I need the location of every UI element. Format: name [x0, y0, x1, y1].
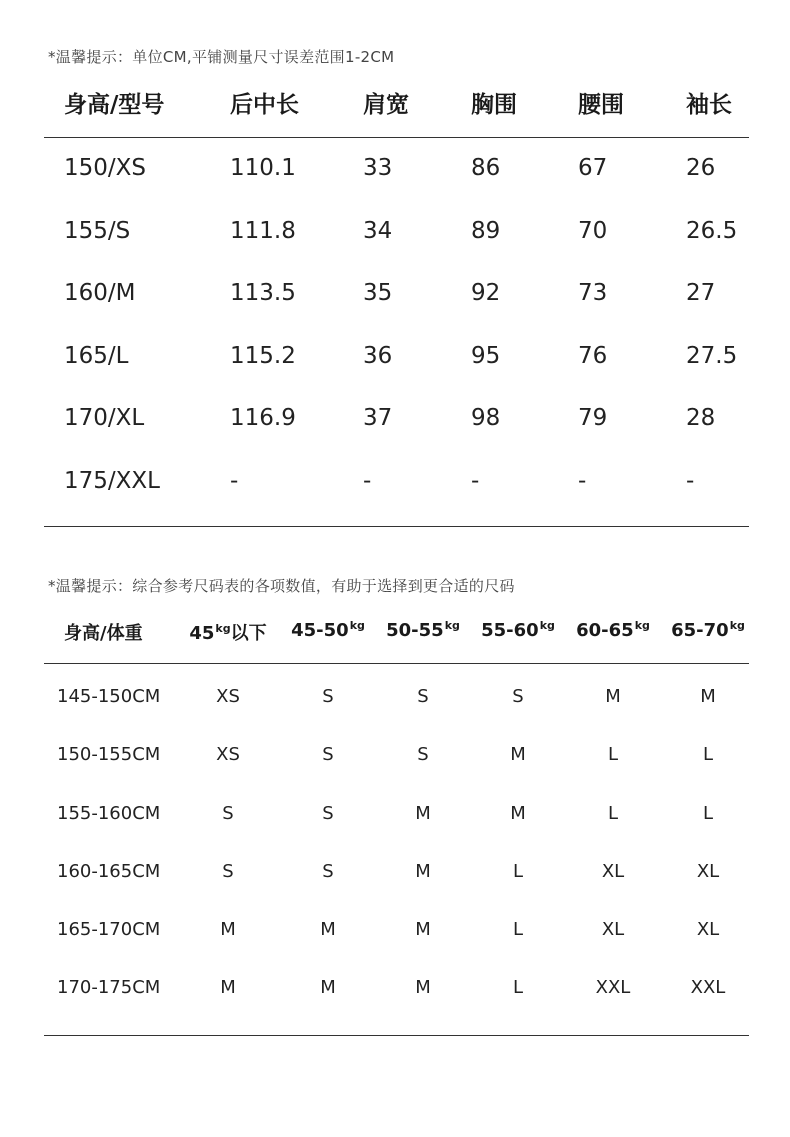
- table-cell: 26: [686, 155, 716, 181]
- table-cell: S: [417, 686, 429, 707]
- table-row: [0, 977, 790, 1003]
- header-height-size: 身高/型号: [64, 92, 165, 118]
- table-cell: S: [322, 744, 334, 765]
- table-cell: XXL: [690, 977, 726, 998]
- table-cell: 116.9: [230, 405, 296, 431]
- table-cell: 33: [363, 155, 393, 181]
- table-cell: S: [417, 744, 429, 765]
- table-cell: 27.5: [686, 343, 738, 369]
- table-cell: 155-160CM: [57, 803, 161, 824]
- header-weight-range: $60-65^{kg}$: [576, 619, 650, 641]
- header-chest: 胸围: [471, 92, 517, 118]
- header-weight-range: $55-60^{kg}$: [481, 619, 555, 641]
- table-row: [0, 155, 790, 187]
- table-cell: L: [702, 803, 714, 824]
- table-cell: 165/L: [64, 343, 129, 369]
- header-back-length: 后中长: [230, 92, 299, 118]
- table-cell: 27: [686, 280, 716, 306]
- header-shoulder: 肩宽: [363, 92, 409, 118]
- table-cell: S: [322, 861, 334, 882]
- table-cell: XS: [216, 686, 240, 707]
- table-cell: 155/S: [64, 218, 131, 244]
- table-cell: 34: [363, 218, 393, 244]
- table-cell: 36: [363, 343, 393, 369]
- header-weight-range: $65-70^{kg}$: [671, 619, 745, 641]
- header-waist: 腰围: [578, 92, 624, 118]
- table-cell: -: [471, 468, 480, 494]
- table-cell: M: [320, 977, 336, 998]
- table-cell: 37: [363, 405, 393, 431]
- table-cell: -: [230, 468, 239, 494]
- table-cell: XL: [601, 861, 625, 882]
- table-cell: M: [415, 861, 431, 882]
- header-weight-range: $50-55^{kg}$: [386, 619, 460, 641]
- table-cell: 175/XXL: [64, 468, 160, 494]
- size-table-header-divider: [44, 137, 749, 138]
- table-cell: 170-175CM: [57, 977, 161, 998]
- table-cell: 95: [471, 343, 501, 369]
- table-cell: M: [415, 919, 431, 940]
- table-cell: 76: [578, 343, 608, 369]
- table-cell: 170/XL: [64, 405, 145, 431]
- table-cell: L: [512, 977, 524, 998]
- table-row: [0, 405, 790, 437]
- fit-table-bottom-divider: [44, 1035, 749, 1036]
- table-cell: 86: [471, 155, 501, 181]
- header-weight-range: $45-50^{kg}$: [291, 619, 365, 641]
- table-cell: 89: [471, 218, 501, 244]
- table-cell: 92: [471, 280, 501, 306]
- table-cell: M: [220, 919, 236, 940]
- table-row: [0, 218, 790, 250]
- header-height-weight: 身高/体重: [64, 623, 143, 644]
- table-cell: M: [605, 686, 621, 707]
- table-row: [0, 861, 790, 887]
- table-cell: 160-165CM: [57, 861, 161, 882]
- table-cell: 160/M: [64, 280, 136, 306]
- table-cell: M: [220, 977, 236, 998]
- table-cell: -: [686, 468, 695, 494]
- table-cell: XL: [696, 919, 720, 940]
- table-cell: XL: [696, 861, 720, 882]
- table-cell: L: [607, 744, 619, 765]
- table-cell: L: [607, 803, 619, 824]
- table-cell: XXL: [595, 977, 631, 998]
- table-cell: XL: [601, 919, 625, 940]
- table-row: [0, 280, 790, 312]
- table-cell: 70: [578, 218, 608, 244]
- table-cell: S: [322, 803, 334, 824]
- table-cell: 79: [578, 405, 608, 431]
- header-sleeve: 袖长: [686, 92, 732, 118]
- table-cell: 26.5: [686, 218, 738, 244]
- table-cell: M: [700, 686, 716, 707]
- table-row: [0, 686, 790, 712]
- table-cell: XS: [216, 744, 240, 765]
- table-row: [0, 803, 790, 829]
- table-cell: S: [222, 803, 234, 824]
- table-row: [0, 919, 790, 945]
- table-cell: M: [415, 803, 431, 824]
- table-cell: 98: [471, 405, 501, 431]
- table-cell: 115.2: [230, 343, 296, 369]
- fit-table-note: *温馨提示：综合参考尺码表的各项数值，有助于选择到更合适的尺码: [48, 577, 515, 595]
- fit-table-header: [0, 619, 790, 647]
- size-table-header: [0, 86, 790, 122]
- table-cell: S: [322, 686, 334, 707]
- table-cell: 111.8: [230, 218, 296, 244]
- table-cell: 67: [578, 155, 608, 181]
- table-row: [0, 468, 790, 500]
- table-cell: L: [512, 919, 524, 940]
- table-cell: 150-155CM: [57, 744, 161, 765]
- table-cell: M: [510, 744, 526, 765]
- table-cell: 113.5: [230, 280, 296, 306]
- table-cell: 35: [363, 280, 393, 306]
- size-table-note: *温馨提示：单位CM,平铺测量尺寸误差范围1-2CM: [48, 48, 395, 66]
- table-cell: 145-150CM: [57, 686, 161, 707]
- table-cell: -: [363, 468, 372, 494]
- table-cell: S: [512, 686, 524, 707]
- table-cell: 165-170CM: [57, 919, 161, 940]
- header-weight-range: $45^{kg}$以下: [189, 622, 267, 644]
- table-row: [0, 343, 790, 375]
- fit-table-header-divider: [44, 663, 749, 664]
- table-row: [0, 744, 790, 770]
- size-table-bottom-divider: [44, 526, 749, 527]
- table-cell: M: [320, 919, 336, 940]
- table-cell: 28: [686, 405, 716, 431]
- table-cell: L: [702, 744, 714, 765]
- table-cell: M: [510, 803, 526, 824]
- table-cell: 150/XS: [64, 155, 147, 181]
- table-cell: -: [578, 468, 587, 494]
- table-cell: S: [222, 861, 234, 882]
- table-cell: L: [512, 861, 524, 882]
- table-cell: 73: [578, 280, 608, 306]
- table-cell: M: [415, 977, 431, 998]
- table-cell: 110.1: [230, 155, 296, 181]
